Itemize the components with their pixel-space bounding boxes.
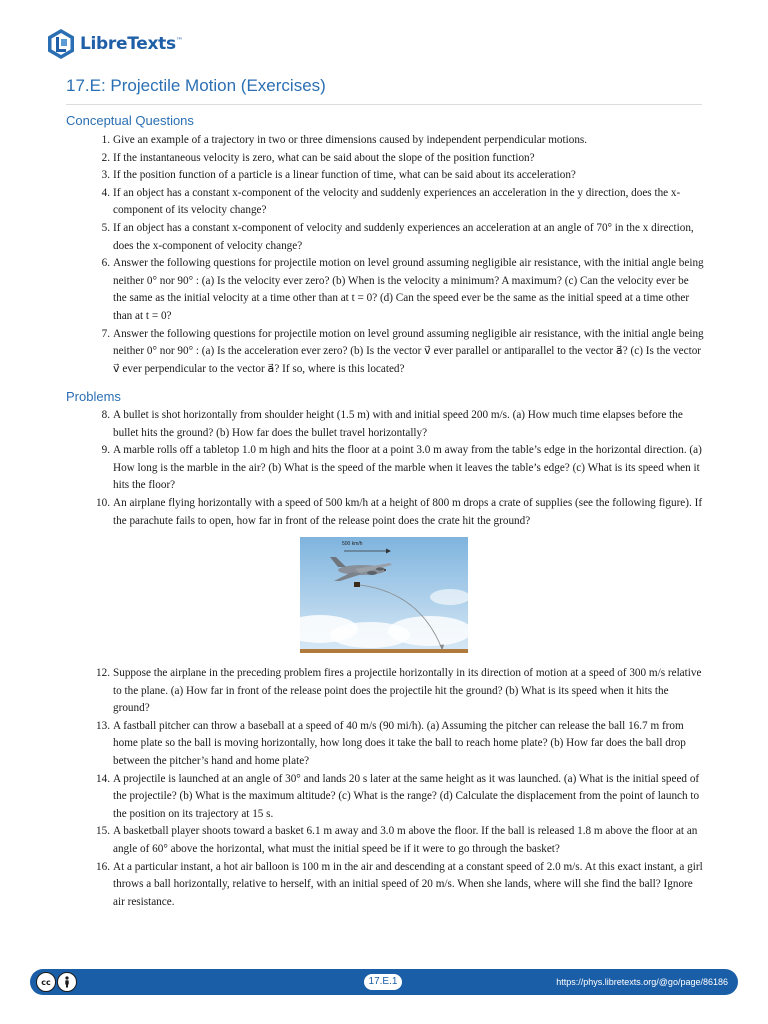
license-badge[interactable] [36,972,77,992]
list-item: 15. A basketball player shoots toward a basket 6.1 m away and 3.0 m above the floor. If the ball is released 1.8 m above the floor at an angle of 60° above the horizontal, what must the initial speed be if it were to go through the basket? [96,825,698,855]
section-heading-problems: Problems [66,389,121,404]
airplane-illustration [300,537,468,653]
crate-icon [354,582,360,587]
list-item: 3. If the position function of a particle is a linear function of time, what can be said about its acceleration? [101,169,576,182]
libretexts-hex-icon [46,28,76,60]
problems-list-b [96,665,704,911]
list-item: 1. Give an example of a trajectory in two or three dimensions caused by independent perpendicular motions. [101,134,588,146]
brand-name: LibreTexts™ [80,34,183,54]
list-item: 13. A fastball pitcher can throw a baseball at a speed of 40 m/s (90 mi/h). (a) Assuming the pitcher can release the ball 16.7 m from home plate so the ball is moving horizontally, how long does it take the ball to reach home plate? (b) How far does the ball drop between the pitcher’s hand and home plate? [96,719,686,767]
section-heading-conceptual: Conceptual Questions [66,113,194,128]
list-item: 7. Answer the following questions for projectile motion on level ground assuming negligible air resistance, with the initial angle being neither 0° nor 90° : (a) Is the acceleration ever zero? (b) Is the vector v⃗ ever parallel or antiparallel to the vector a⃗? (c) Is the vector v⃗ ever perpendicular to the vector a⃗? If so, where is this located? [101,327,704,375]
list-item: 16. At a particular instant, a hot air balloon is 100 m in the air and descending at a constant speed of 2.0 m/s. At this exact instant, a girl throws a ball horizontally, relative to herself, with an initial speed of 20 m/s. When she lands, where will she find the ball? Ignore air resistance. [96,860,703,908]
list-item: 9. A marble rolls off a tabletop 1.0 m high and hits the floor at a point 3.0 m away from the table’s edge in the horizontal direction. (a) How long is the marble in the air? (b) What is the speed of the marble when it leaves the table’s edge? (c) What is its speed when it hits the floor? [101,444,702,492]
by-icon [57,972,77,992]
list-item: 8. A bullet is shot horizontally from shoulder height (1.5 m) with and initial speed 200 m/s. (a) How much time elapses before the bullet hits the ground? (b) How far does the bullet travel horizontally? [101,409,683,439]
list-item: 14. A projectile is launched at an angle of 30° and lands 20 s later at the same height as it was launched. (a) What is the initial speed of the projectile? (b) What is the maximum altitude? (c) What is the range? (d) Calculate the displacement from the point of launch to the position on its trajectory at 15 s. [96,772,700,820]
page-number: 17.E.1 [364,974,402,990]
page-url-link[interactable]: https://phys.libretexts.org/@go/page/86186 [556,977,728,987]
page-title: 17.E: Projectile Motion (Exercises) [66,76,702,105]
list-item: 4. If an object has a constant x-component of the velocity and suddenly experiences an acceleration in the y direction, does the x-component of its velocity change? [101,186,681,217]
page-footer [30,969,738,995]
list-item: 2. If the instantaneous velocity is zero, what can be said about the slope of the position function? [101,151,535,164]
list-item: 6. Answer the following questions for projectile motion on level ground assuming negligible air resistance, with the initial angle being neither 0° nor 90° : (a) Is the velocity ever zero? (b) When is the velocity a minimum? A maximum? (c) Can the velocity ever be the same as the initial velocity at a time other than at t = 0? (d) Can the speed ever be the same as the initial speed at a time other than at t = 0? [101,257,704,322]
cc-icon: cc [36,972,56,992]
problems-list-a [96,407,704,530]
list-item: 12. Suppose the airplane in the preceding problem fires a projectile horizontally in its direction of motion at a speed of 300 m/s relative to the plane. (a) How far in front of the release point does the projectile hit the ground? (b) What is its speed when it hits the ground? [96,667,702,715]
list-item: 5. If an object has a constant x-component of velocity and suddenly experiences an acceleration at an angle of 70° in the x direction, does the x-component of velocity change? [101,221,694,252]
airplane-crate-figure [300,537,468,653]
list-item: 10. An airplane flying horizontally with a speed of 500 km/h at a height of 800 m drops a crate of supplies (see the following figure). If the parachute fails to open, how far in front of the release point does the crate hit the ground? [96,496,703,527]
conceptual-questions-list [96,132,704,378]
libretexts-logo[interactable] [46,27,183,61]
speed-label: 500 km/h [342,541,363,547]
